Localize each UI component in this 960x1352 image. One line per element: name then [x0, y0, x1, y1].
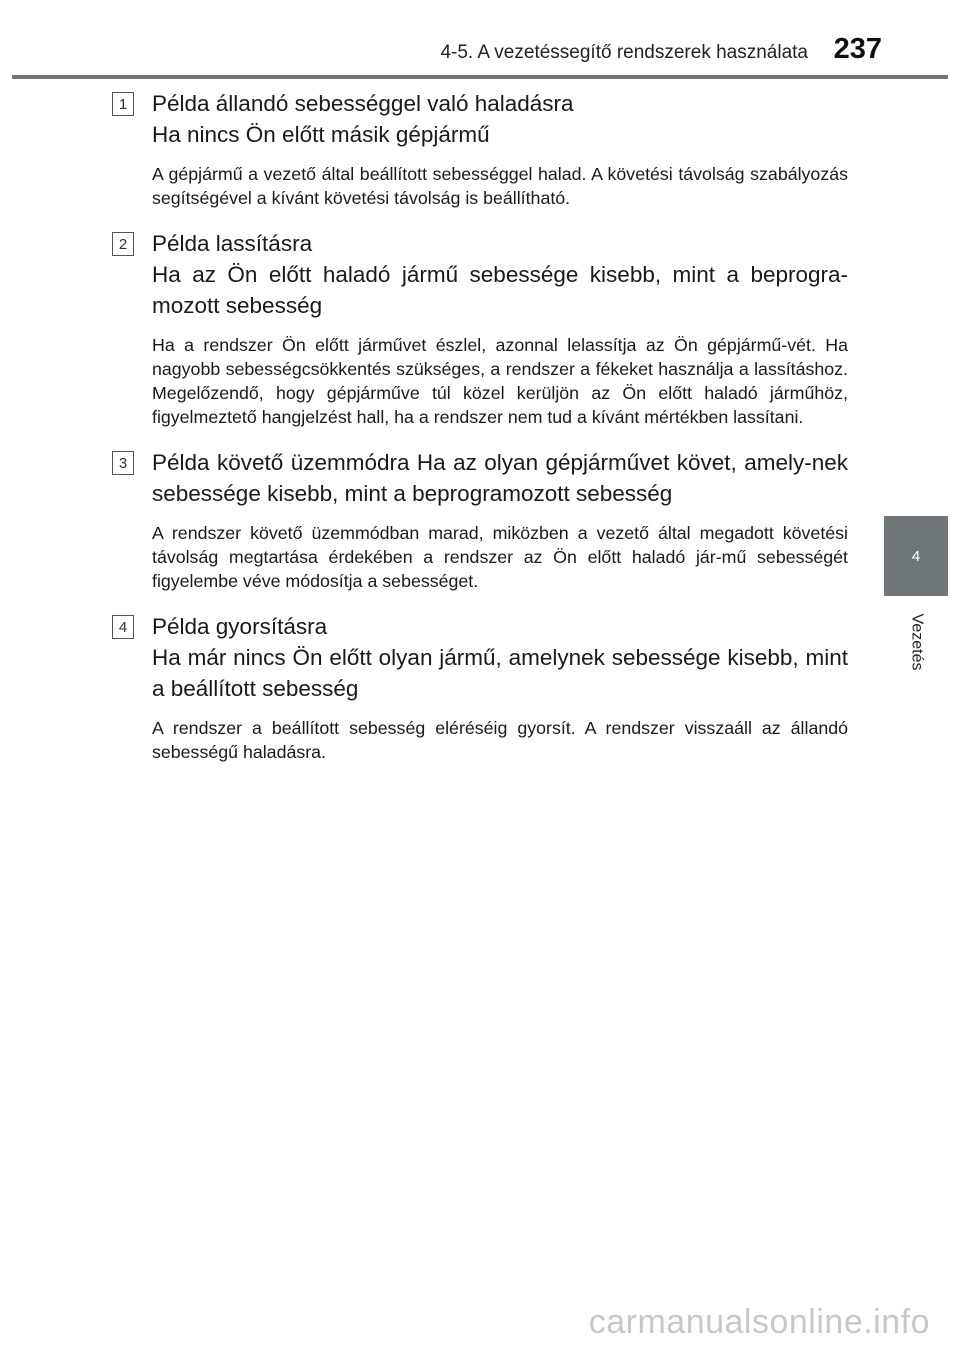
item-heading-line2: Ha nincs Ön előtt másik gépjármű: [152, 122, 490, 147]
item-number-badge: 2: [112, 232, 134, 256]
chapter-number: 4: [911, 547, 921, 565]
item-heading: [152, 228, 848, 321]
item-heading-line2: Ha már nincs Ön előtt olyan jármű, amelynek sebessége kisebb, mint a beállított sebesség: [152, 645, 848, 701]
watermark-text: carmanualsonline.info: [588, 1303, 930, 1341]
header-divider: [12, 75, 948, 79]
item-number-badge: 4: [112, 615, 134, 639]
item-heading: [152, 611, 848, 704]
item-heading-line1: Példa gyorsításra: [152, 614, 328, 639]
item-number-badge: 1: [112, 92, 134, 116]
section-title: 4-5. A vezetéssegítő rendszerek használata: [440, 42, 808, 63]
item-heading-line1: Példa lassításra: [152, 231, 313, 256]
item-body: Ha a rendszer Ön előtt járművet észlel, azonnal lelassítja az Ön gépjármű-vét. Ha nagyobb sebességcsökkentés szükséges, a rendszer a fékeket használja a lassításhoz. Megelőzendő, hogy gépjárműve túl közel kerüljön az Ön előtt haladó járműhöz, figyelmeztető hangjelzést hall, ha a rendszer nem tud a kívánt mértékben lassítani.: [152, 335, 848, 427]
main-content: [112, 88, 848, 782]
item-heading-line1: Példa követő üzemmódra Ha az olyan gépjárművet követ, amely-nek sebessége kisebb, mint a beprogramozott sebesség: [152, 450, 848, 506]
item-number-badge: 3: [112, 451, 134, 475]
list-item: [112, 447, 848, 593]
list-item: [112, 611, 848, 764]
item-body: A rendszer a beállított sebesség eléréséig gyorsít. A rendszer visszaáll az állandó sebességű haladásra.: [152, 718, 848, 762]
item-heading: [152, 88, 848, 150]
list-item: [112, 88, 848, 210]
item-heading-line2: Ha az Ön előtt haladó jármű sebessége kisebb, mint a beprogra-mozott sebesség: [152, 262, 848, 318]
chapter-label: Vezetés: [908, 613, 925, 671]
item-body: A rendszer követő üzemmódban marad, miközben a vezető által megadott követési távolság megtartása érdekében a rendszer az Ön előtt haladó jár-mű sebességét figyelembe véve módosítja a sebességet.: [152, 523, 848, 591]
list-item: [112, 228, 848, 429]
item-heading: [152, 447, 848, 509]
item-body: A gépjármű a vezető által beállított sebességgel halad. A követési távolság szabályozás segítségével a kívánt követési távolság is beállítható.: [152, 164, 848, 208]
chapter-label-container: [884, 600, 948, 684]
item-heading-line1: Példa állandó sebességgel való haladásra: [152, 91, 574, 116]
page-number: 237: [833, 33, 882, 65]
chapter-tab: [884, 516, 948, 596]
